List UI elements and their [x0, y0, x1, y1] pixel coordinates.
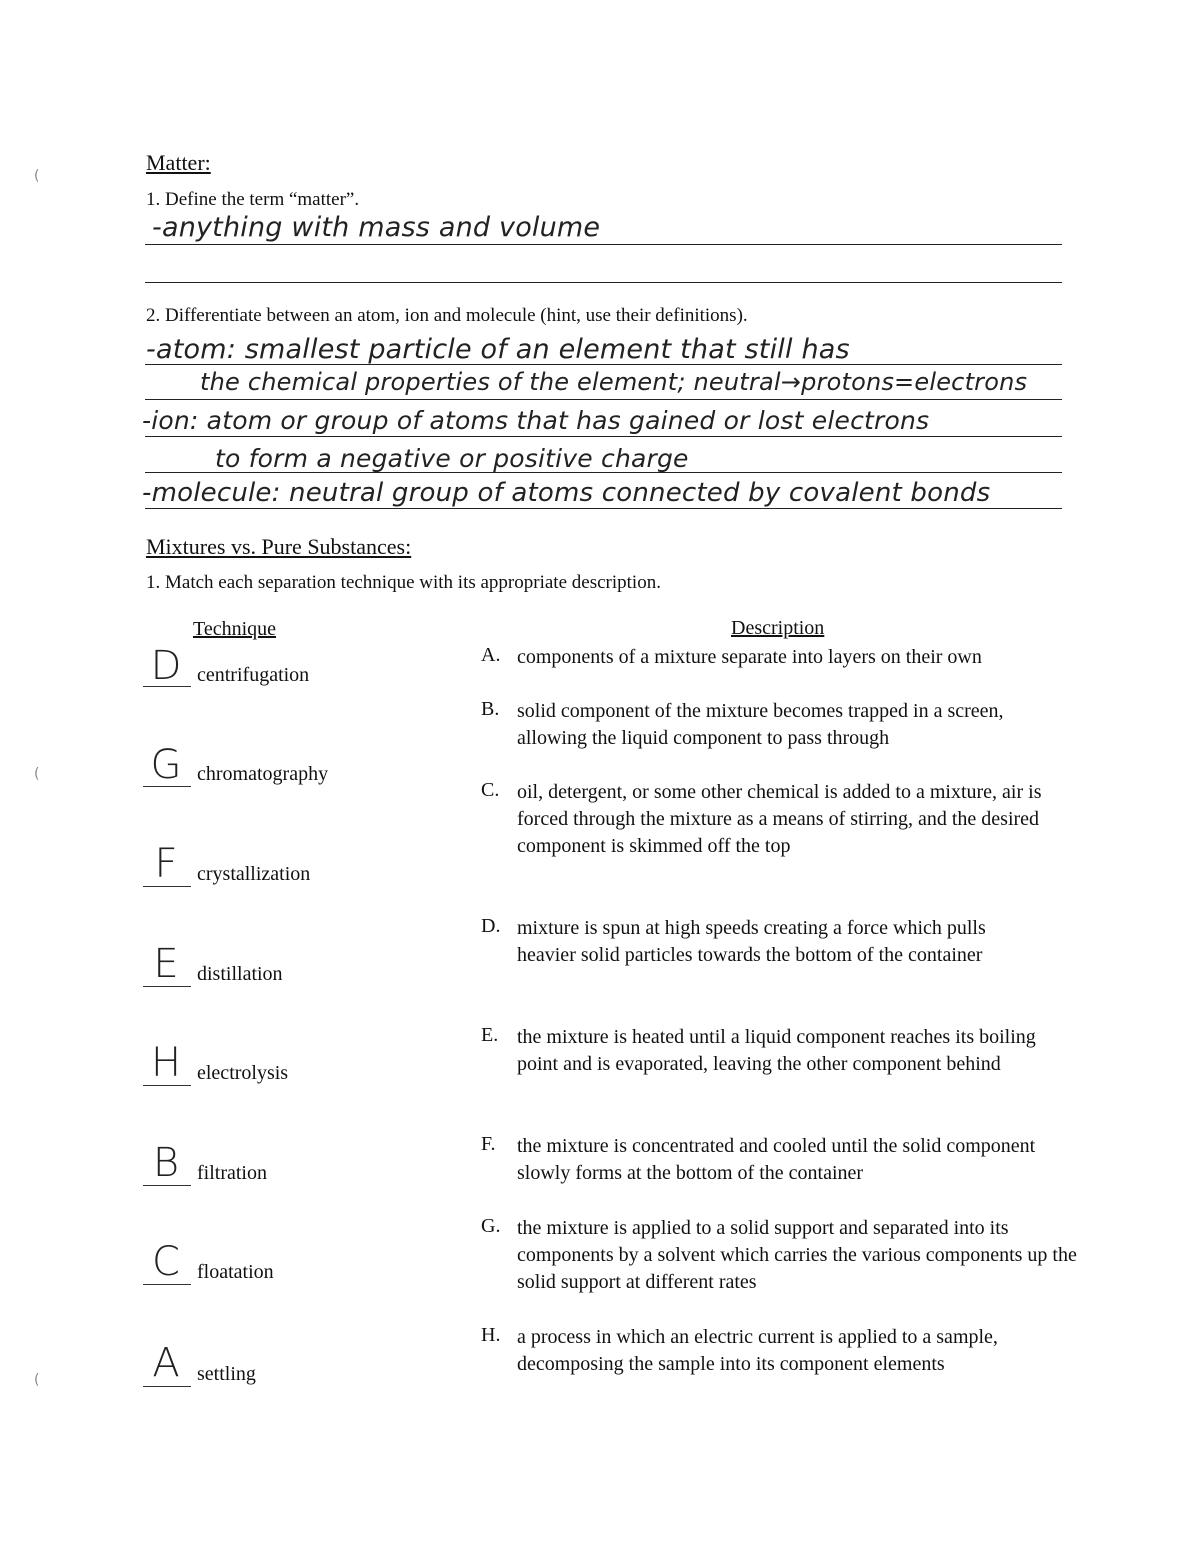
section-heading-matter: Matter: — [146, 150, 211, 175]
technique-answer[interactable]: E — [153, 941, 179, 987]
answer-line — [145, 399, 1062, 400]
answer-line — [145, 364, 1062, 365]
answer-blank — [143, 686, 191, 687]
description-text: the mixture is concentrated and cooled until the solid component slowly forms at the bottom of the container — [517, 1135, 1036, 1184]
technique-answer[interactable]: D — [150, 643, 182, 689]
question-2-answer-line[interactable]: -atom: smallest particle of an element that still has — [146, 334, 850, 365]
question-2-answer-line[interactable]: -ion: atom or group of atoms that has gained or lost electrons — [142, 406, 930, 435]
technique-answer[interactable]: G — [150, 742, 182, 788]
description-letter: D. — [481, 915, 501, 937]
technique-label: centrifugation — [197, 664, 310, 686]
description-text: the mixture is heated until a liquid component reaches its boiling point and is evaporated, leaving the other component behind — [517, 1026, 1036, 1075]
question-1-prompt: 1. Define the term “matter”. — [146, 189, 360, 210]
technique-answer[interactable]: C — [152, 1239, 180, 1285]
description-text: solid component of the mixture becomes trapped in a screen, allowing the liquid component to pass through — [517, 700, 1004, 749]
description-column-header: Description — [731, 617, 825, 639]
description-text: the mixture is applied to a solid support and separated into its components by a solvent which carries the various components up the solid support at different rates — [517, 1217, 1077, 1293]
punch-hole-mark: ( — [34, 168, 40, 184]
description-letter: B. — [481, 698, 500, 720]
answer-blank — [143, 886, 191, 887]
description-letter: E. — [481, 1024, 499, 1046]
punch-hole-mark: ( — [34, 1372, 40, 1388]
question-2-answer-line[interactable]: the chemical properties of the element; neutral→protons=electrons — [200, 368, 1028, 396]
answer-blank — [143, 1284, 191, 1285]
description-letter: H. — [481, 1324, 501, 1346]
answer-blank — [143, 1185, 191, 1186]
answer-line — [145, 282, 1062, 283]
answer-blank — [143, 986, 191, 987]
answer-line — [145, 472, 1062, 473]
description-text: a process in which an electric current is applied to a sample, decomposing the sample into its component elements — [517, 1326, 998, 1375]
description-letter: A. — [481, 644, 501, 666]
question-2-answer-line[interactable]: -molecule: neutral group of atoms connected by covalent bonds — [142, 478, 991, 508]
question-2-answer-line[interactable]: to form a negative or positive charge — [215, 444, 689, 473]
technique-answer[interactable]: A — [152, 1340, 180, 1386]
question-1-answer[interactable]: -anything with mass and volume — [152, 212, 601, 243]
punch-hole-mark: ( — [34, 766, 40, 782]
answer-line — [145, 508, 1062, 509]
matching-question-prompt: 1. Match each separation technique with its appropriate description. — [146, 572, 661, 593]
technique-answer[interactable]: H — [150, 1040, 182, 1086]
technique-column-header: Technique — [193, 618, 277, 640]
technique-label: filtration — [197, 1162, 267, 1184]
description-letter: C. — [481, 779, 500, 801]
answer-blank — [143, 1085, 191, 1086]
technique-answer[interactable]: B — [152, 1140, 180, 1186]
answer-blank — [143, 1386, 191, 1387]
technique-answer[interactable]: F — [154, 841, 178, 887]
answer-blank — [143, 786, 191, 787]
technique-label: crystallization — [197, 863, 311, 885]
technique-label: electrolysis — [197, 1062, 289, 1084]
answer-line — [145, 244, 1062, 245]
answer-line — [145, 436, 1062, 437]
description-text: mixture is spun at high speeds creating a force which pulls heavier solid particles towards the bottom of the container — [517, 917, 986, 966]
question-2-prompt: 2. Differentiate between an atom, ion and molecule (hint, use their definitions). — [146, 305, 748, 326]
description-text: components of a mixture separate into layers on their own — [517, 646, 982, 668]
description-letter: G. — [481, 1215, 501, 1237]
description-text: oil, detergent, or some other chemical is added to a mixture, air is forced through the mixture as a means of stirring, and the desired component is skimmed off the top — [517, 781, 1042, 857]
section-heading-mixtures: Mixtures vs. Pure Substances: — [146, 534, 412, 559]
description-letter: F. — [481, 1133, 496, 1155]
technique-label: distillation — [197, 963, 283, 985]
technique-label: chromatography — [197, 763, 329, 785]
technique-label: floatation — [197, 1261, 274, 1283]
technique-label: settling — [197, 1363, 256, 1385]
